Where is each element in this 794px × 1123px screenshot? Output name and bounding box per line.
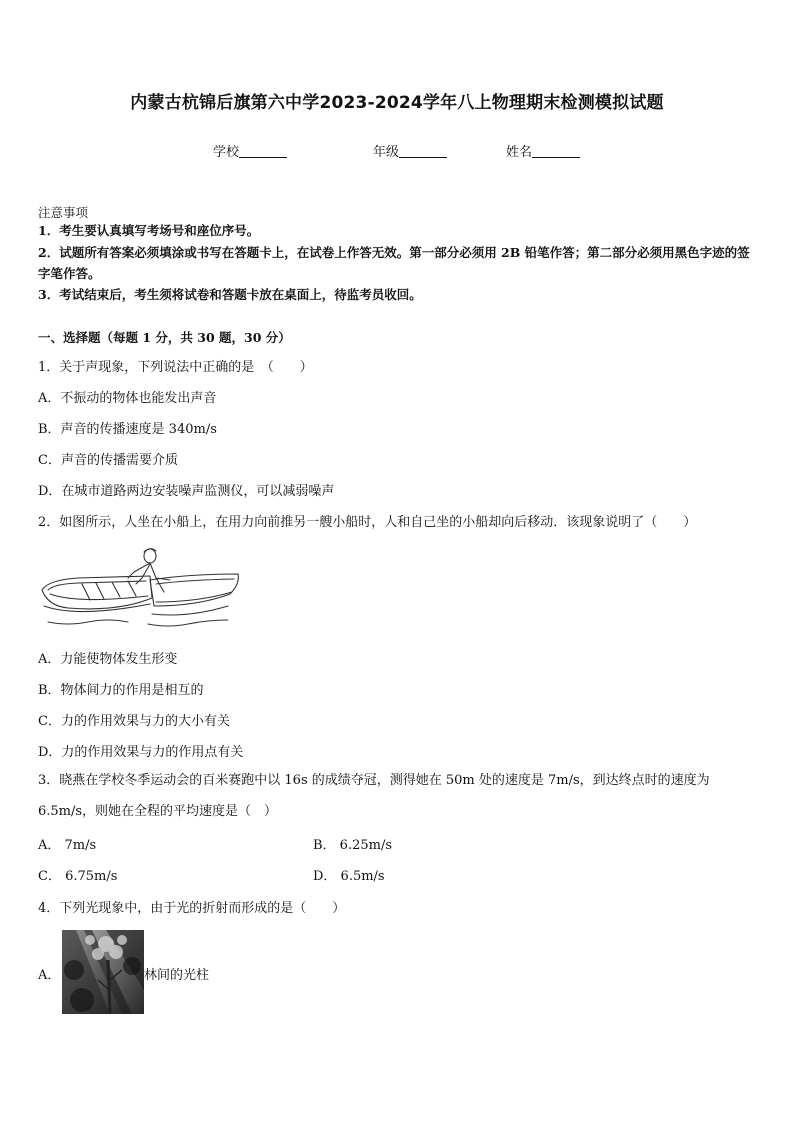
q2-option-b: B．物体间力的作用是相互的 [38, 683, 204, 698]
q2-option-c: C．力的作用效果与力的大小有关 [38, 714, 230, 729]
q4-stem: 4．下列光现象中，由于光的折射而形成的是（ ） [38, 901, 346, 916]
name-blank [532, 145, 580, 158]
section-heading: 一、选择题（每题 1 分，共 30 题，30 分） [38, 330, 291, 345]
school-field [213, 141, 287, 160]
grade-label: 年级 [373, 145, 400, 160]
q4-option-a-text: 林间的光柱 [144, 968, 210, 983]
name-label: 姓名 [506, 145, 533, 160]
page-title: 内蒙古杭锦后旗第六中学2023-2024学年八上物理期末检测模拟试题 [130, 93, 664, 113]
grade-field [373, 141, 447, 160]
school-blank [239, 145, 287, 158]
q2-option-d: D．力的作用效果与力的作用点有关 [38, 745, 244, 760]
q1-option-a: A．不振动的物体也能发出声音 [38, 391, 217, 406]
q2-stem: 2．如图所示，人坐在小船上，在用力向前推另一艘小船时，人和自己坐的小船却向后移动．该现象说明了（ ） [38, 515, 697, 530]
q4-option-a-letter: A． [38, 968, 61, 983]
q3-option-c: C． 6.75m/s [38, 869, 118, 884]
boat-push-figure [38, 540, 244, 636]
q1-option-b: B．声音的传播速度是 340m/s [38, 422, 217, 437]
school-label: 学校 [213, 145, 240, 160]
note-item: 1．考生要认真填写考场号和座位序号。 [38, 223, 260, 238]
q1-option-d: D．在城市道路两边安装噪声监测仪，可以减弱噪声 [38, 484, 335, 499]
q1-stem: 1．关于声现象，下列说法中正确的是 （ ） [38, 360, 313, 375]
note-item: 2．试题所有答案必须填涂或书写在答题卡上，在试卷上作答无效。第一部分必须用 2B 铅笔作答；第二部分必须用黑色字迹的签字笔作答。 [38, 245, 750, 281]
note-item: 3．考试结束后，考生须将试卷和答题卡放在桌面上，待监考员收回。 [38, 287, 422, 302]
q3-option-a: A． 7m/s [38, 838, 97, 853]
q3-stem: 3．晓燕在学校冬季运动会的百米赛跑中以 16s 的成绩夺冠，测得她在 50m 处的速度是 7m/s，到达终点时的速度为 6.5m/s，则她在全程的平均速度是（ ） [38, 773, 710, 819]
q2-option-a: A．力能使物体发生形变 [38, 652, 178, 667]
grade-blank [399, 145, 447, 158]
forest-light-rays-photo [62, 930, 144, 1014]
q3-option-b: B． 6.25m/s [313, 838, 393, 853]
notes-heading: 注意事项 [38, 205, 89, 220]
name-field [506, 141, 580, 160]
q3-option-d: D． 6.5m/s [313, 869, 385, 884]
q1-option-c: C．声音的传播需要介质 [38, 453, 178, 468]
